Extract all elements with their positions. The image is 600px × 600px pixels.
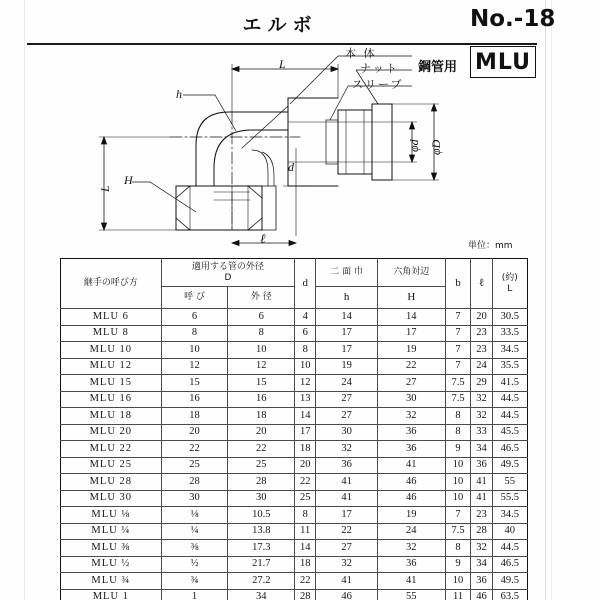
cell-d: 18 [295,556,316,573]
cell-name: MLU 18 [61,408,162,425]
table-row [61,391,528,408]
cell-outer: 27.2 [228,573,295,590]
cell-l: 41 [471,490,492,507]
cell-b: 7 [445,358,471,375]
cell-nominal: 22 [161,441,228,458]
cell-nominal: 8 [161,325,228,342]
cell-outer: 28 [228,474,295,491]
col-header-pipe-outer-diameter-group [161,259,295,287]
cell-outer: 10 [228,342,295,359]
cell-nominal: 1 [161,589,228,600]
cell-b: 7 [445,325,471,342]
cell-name: MLU 1 [61,589,162,600]
table-row [61,309,528,326]
cell-name: MLU 15 [61,375,162,392]
cell-outer: 13.8 [228,523,295,540]
cell-b: 7.5 [445,523,471,540]
cell-h: 46 [316,589,378,600]
cell-b: 8 [445,424,471,441]
cell-h: 27 [316,540,378,557]
cell-name: MLU 28 [61,474,162,491]
table-row [61,556,528,573]
cell-name: MLU 8 [61,325,162,342]
cell-d: 10 [295,358,316,375]
dimension-ell-label: ℓ [260,231,266,246]
cell-nominal: 6 [161,309,228,326]
cell-b: 7.5 [445,375,471,392]
cell-b: 8 [445,540,471,557]
specification-table [60,258,528,600]
cell-l: 41 [471,474,492,491]
cell-H: 55 [377,589,445,600]
page-edge-right-inner [551,0,552,600]
cell-name: MLU 6 [61,309,162,326]
cell-nominal: 28 [161,474,228,491]
cell-b: 10 [445,474,471,491]
cell-name: MLU ¼ [61,523,162,540]
cell-L: 46.5 [492,556,528,573]
cell-L: 33.5 [492,325,528,342]
cell-h: 27 [316,391,378,408]
cell-l: 20 [471,309,492,326]
cell-d: 14 [295,540,316,557]
cell-H: 14 [377,309,445,326]
cell-h: 17 [316,325,378,342]
cell-l: 33 [471,424,492,441]
cell-name: MLU 16 [61,391,162,408]
cell-l: 36 [471,573,492,590]
cell-b: 10 [445,457,471,474]
cell-h: 22 [316,523,378,540]
cell-b: 8 [445,408,471,425]
table-row [61,457,528,474]
cell-d: 17 [295,424,316,441]
cell-l: 34 [471,441,492,458]
cell-H: 30 [377,391,445,408]
cell-b: 7 [445,342,471,359]
cell-b: 7.5 [445,391,471,408]
cell-outer: 8 [228,325,295,342]
cell-nominal: ½ [161,556,228,573]
cell-H: 32 [377,540,445,557]
cell-l: 29 [471,375,492,392]
cell-h: 19 [316,358,378,375]
cell-outer: 25 [228,457,295,474]
cell-name: MLU 25 [61,457,162,474]
cell-outer: 6 [228,309,295,326]
cell-name: MLU 10 [61,342,162,359]
cell-l: 23 [471,325,492,342]
table-row [61,375,528,392]
cell-nominal: 16 [161,391,228,408]
table-row [61,523,528,540]
cell-L: 34.5 [492,342,528,359]
dimension-phi-D-label: φD [429,139,443,155]
cell-nominal: 20 [161,424,228,441]
cell-H: 27 [377,375,445,392]
cell-name: MLU ⅜ [61,540,162,557]
cell-H: 41 [377,457,445,474]
table-row [61,325,528,342]
cell-d: 13 [295,391,316,408]
page-edge-left [24,0,25,600]
cell-H: 46 [377,474,445,491]
table-row [61,540,528,557]
cell-nominal: 18 [161,408,228,425]
cell-h: 14 [316,309,378,326]
callout-sleeve-label: スリーブ [352,78,404,91]
cell-b: 9 [445,441,471,458]
cell-H: 36 [377,424,445,441]
dimension-L-horizontal-label: L [279,57,286,71]
cell-outer: 16 [228,391,295,408]
cell-l: 32 [471,540,492,557]
cell-outer: 18 [228,408,295,425]
col-header-hex-symbol: H [377,287,445,309]
cell-h: 32 [316,441,378,458]
cell-outer: 30 [228,490,295,507]
cell-nominal: 30 [161,490,228,507]
table-header [61,259,528,309]
cell-outer: 15 [228,375,295,392]
dimension-d-label: d [288,160,294,174]
col-header-L-symbol: L [507,283,513,294]
cell-L: 40 [492,523,528,540]
cell-name: MLU 30 [61,490,162,507]
cell-d: 11 [295,523,316,540]
cell-H: 41 [377,573,445,590]
cell-L: 46.5 [492,441,528,458]
table-row [61,342,528,359]
cell-L: 30.5 [492,309,528,326]
dimension-L-vertical-label: L [98,185,112,192]
cell-L: 34.5 [492,507,528,524]
cell-b: 11 [445,589,471,600]
cell-d: 6 [295,325,316,342]
cell-d: 4 [295,309,316,326]
cell-h: 27 [316,408,378,425]
cell-H: 36 [377,556,445,573]
table-row [61,408,528,425]
table-row [61,490,528,507]
cell-name: MLU 20 [61,424,162,441]
col-header-d: d [295,259,316,309]
cell-outer: 21.7 [228,556,295,573]
col-header-hex-label: 六角対辺 [377,259,445,287]
page-title: エルボ [242,14,318,36]
cell-L: 35.5 [492,358,528,375]
cell-L: 63.5 [492,589,528,600]
cell-l: 36 [471,457,492,474]
table-row [61,573,528,590]
cell-l: 32 [471,408,492,425]
cell-L: 44.5 [492,391,528,408]
cell-h: 17 [316,507,378,524]
cell-b: 10 [445,573,471,590]
cell-L: 41.5 [492,375,528,392]
table-row [61,441,528,458]
cell-h: 41 [316,573,378,590]
unit-note: 単位：mm [468,241,513,251]
cell-L: 55 [492,474,528,491]
cell-h: 41 [316,474,378,491]
table-row [61,589,528,600]
cell-d: 14 [295,408,316,425]
dimension-H-label: H [124,173,133,187]
cell-H: 19 [377,342,445,359]
cell-H: 46 [377,490,445,507]
cell-L: 45.5 [492,424,528,441]
cell-nominal: ¼ [161,523,228,540]
table-row [61,358,528,375]
cell-l: 23 [471,507,492,524]
col-header-ell: ℓ [471,259,492,309]
cell-H: 19 [377,507,445,524]
cell-outer: 20 [228,424,295,441]
cell-l: 24 [471,358,492,375]
col-header-across-flats-symbol: h [316,287,378,309]
cell-outer: 10.5 [228,507,295,524]
cell-h: 17 [316,342,378,359]
cell-b: 7 [445,507,471,524]
cell-d: 25 [295,490,316,507]
cell-H: 32 [377,408,445,425]
cell-name: MLU ½ [61,556,162,573]
dimension-phi-d-label: φd [407,139,421,152]
cell-d: 8 [295,507,316,524]
cell-outer: 12 [228,358,295,375]
table-row [61,507,528,524]
cell-nominal: 10 [161,342,228,359]
cell-outer: 34 [228,589,295,600]
cell-d: 12 [295,375,316,392]
table-body [61,309,528,600]
col-header-pipe-outer-diameter-symbol: D [224,272,232,283]
col-header-outer: 外 径 [228,287,295,309]
table-row [61,424,528,441]
cell-L: 49.5 [492,573,528,590]
cell-outer: 22 [228,441,295,458]
cell-b: 10 [445,490,471,507]
col-header-L-group [492,259,528,309]
cell-nominal: ⅛ [161,507,228,524]
cell-l: 34 [471,556,492,573]
cell-h: 36 [316,457,378,474]
col-header-fitting-name: 継手の呼び方 [61,259,162,309]
cell-d: 18 [295,441,316,458]
cell-L: 49.5 [492,457,528,474]
table-row [61,474,528,491]
callout-nut-label: ナット [360,62,399,75]
cell-nominal: ¾ [161,573,228,590]
cell-nominal: 25 [161,457,228,474]
cell-d: 22 [295,474,316,491]
cell-nominal: 12 [161,358,228,375]
cell-d: 22 [295,573,316,590]
header-divider [27,43,537,45]
col-header-L-approx: (約) [501,273,518,284]
cell-L: 55.5 [492,490,528,507]
cell-h: 41 [316,490,378,507]
cell-l: 23 [471,342,492,359]
cell-H: 36 [377,441,445,458]
col-header-across-flats-label: 二 面 巾 [316,259,378,287]
series-code-box: MLU [470,46,536,78]
cell-H: 22 [377,358,445,375]
cell-nominal: 15 [161,375,228,392]
cell-name: MLU ¾ [61,573,162,590]
table-header-row-top [61,259,528,287]
cell-L: 44.5 [492,540,528,557]
cell-b: 9 [445,556,471,573]
cell-d: 20 [295,457,316,474]
cell-d: 28 [295,589,316,600]
cell-l: 46 [471,589,492,600]
cell-l: 32 [471,391,492,408]
cell-h: 24 [316,375,378,392]
col-header-pipe-outer-diameter-text: 適用する管の外径 [191,262,264,273]
cell-name: MLU 22 [61,441,162,458]
page-number: No.-18 [470,6,556,32]
dimension-h-label: h [176,87,182,101]
col-header-b: b [445,259,471,309]
cell-l: 28 [471,523,492,540]
cell-name: MLU ⅛ [61,507,162,524]
cell-d: 8 [295,342,316,359]
callout-body-label: 本 体 [345,47,377,60]
page-edge-right [545,0,546,600]
cell-L: 44.5 [492,408,528,425]
cell-name: MLU 12 [61,358,162,375]
cell-b: 7 [445,309,471,326]
cell-h: 32 [316,556,378,573]
cell-outer: 17.3 [228,540,295,557]
col-header-nominal: 呼 び [161,287,228,309]
cell-nominal: ⅜ [161,540,228,557]
cell-H: 17 [377,325,445,342]
series-prefix-label: 鋼管用 [418,60,458,75]
cell-H: 24 [377,523,445,540]
cell-h: 30 [316,424,378,441]
